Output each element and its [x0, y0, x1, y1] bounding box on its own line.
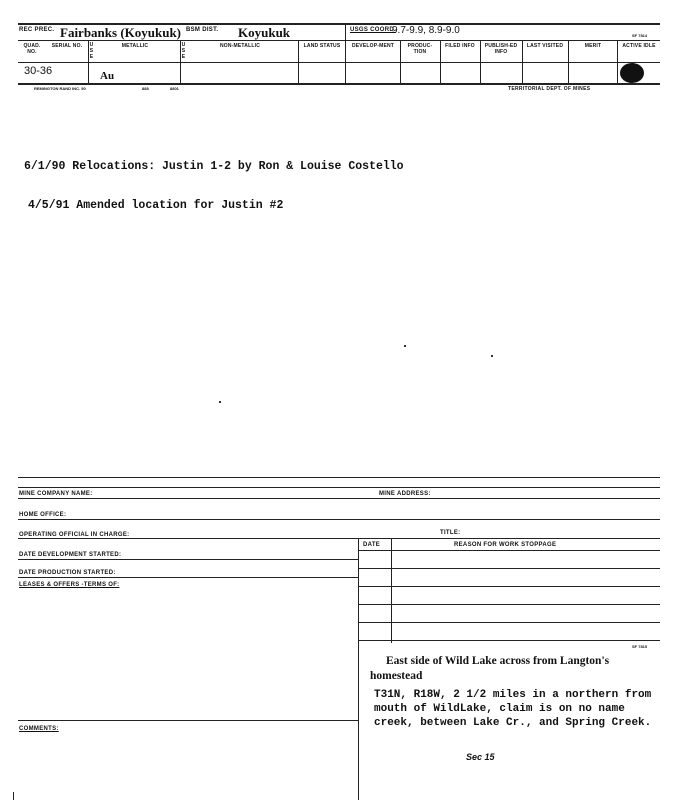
table-left-edge [358, 538, 359, 643]
header-bottom [18, 83, 660, 85]
table-row [358, 604, 660, 605]
leases-label: LEASES & OFFERS -TERMS OF: [19, 582, 120, 588]
table-row [358, 550, 660, 551]
col-divider [298, 40, 299, 83]
table-row [358, 586, 660, 587]
col-divider [617, 40, 618, 83]
col-active-idle: ACTIVE IDLE [622, 43, 656, 49]
printer-code-2: 8801 [170, 86, 179, 91]
table-row [358, 640, 660, 641]
note-amended: 4/5/91 Amended location for Justin #2 [28, 199, 284, 212]
notes-divider [358, 643, 359, 800]
reason-header: REASON FOR WORK STOPPAGE [454, 542, 557, 548]
row-line [18, 519, 660, 520]
sec-note: Sec 15 [466, 752, 495, 762]
form-number: SF 7814 [632, 33, 648, 38]
row-line [18, 538, 660, 539]
col-filed-info: FILED INFO [445, 43, 475, 49]
quad-value: 30-36 [24, 65, 53, 77]
row-line [18, 720, 358, 721]
dev-started-label: DATE DEVELOPMENT STARTED: [19, 552, 122, 558]
speck [404, 345, 406, 347]
col-last-visited: LAST VISITED [526, 43, 564, 49]
col-quad: QUAD. NO. [23, 43, 41, 55]
col-divider [400, 40, 401, 83]
dept-footer: TERRITORIAL DEPT. OF MINES [508, 86, 591, 92]
usgs-coord-value: 9.7-9.9, 8.9-9.0 [392, 25, 460, 36]
col-metallic: METALLIC [121, 43, 149, 49]
metallic-value: Au [100, 70, 115, 82]
col-development: DEVELOP-MENT [351, 43, 395, 49]
rec-prec-value: Fairbanks (Koyukuk) [60, 25, 182, 40]
speck [491, 355, 493, 357]
col-non-metallic: NON-METALLIC [219, 43, 261, 49]
mine-company-label: MINE COMPANY NAME: [19, 491, 93, 497]
edge-mark [13, 792, 14, 800]
col-land-status: LAND STATUS [303, 43, 341, 49]
ink-dot [620, 63, 644, 83]
col-divider [522, 40, 523, 83]
row-line [18, 487, 660, 488]
row-line [18, 577, 358, 578]
operating-official-label: OPERATING OFFICIAL IN CHARGE: [19, 532, 130, 538]
col-use-1: U S E [89, 42, 94, 60]
home-office-label: HOME OFFICE: [19, 512, 67, 518]
form-number-bottom: SF 7815 [632, 644, 648, 649]
location-detail: T31N, R18W, 2 1/2 miles in a northern from mouth of WildLake, claim is on no name creek, between Lake Cr., and Spring Creek. [374, 689, 652, 729]
row-line [18, 559, 358, 560]
col-use-2: U S E [181, 42, 186, 60]
col-divider [568, 40, 569, 83]
col-serial: SERIAL NO. [51, 43, 83, 49]
bsm-dist-label: BSM DIST. [186, 27, 219, 33]
col-published-info: PUBLISH-ED INFO [484, 43, 518, 55]
usgs-coord-label: USGS COORD. [350, 27, 396, 33]
location-heading: East side of Wild Lake across from Langton's homestead [370, 655, 610, 682]
prod-started-label: DATE PRODUCTION STARTED: [19, 570, 116, 576]
row-line [18, 498, 660, 499]
mine-address-label: MINE ADDRESS: [379, 491, 431, 497]
title-label: TITLE: [440, 530, 461, 536]
header-divider-2 [18, 62, 660, 63]
date-header: DATE [363, 542, 381, 548]
speck [219, 401, 221, 403]
col-divider [480, 40, 481, 83]
table-row [358, 622, 660, 623]
note-relocations: 6/1/90 Relocations: Justin 1-2 by Ron & Louise Costello [24, 160, 404, 173]
table-row [358, 568, 660, 569]
printer-code-1: 888 [142, 86, 149, 91]
col-divider [440, 40, 441, 83]
col-divider [345, 40, 346, 83]
card-top-edge [18, 477, 660, 478]
date-col-divider [391, 538, 392, 643]
printer-footer: REMINGTON RAND INC. 50 [34, 86, 86, 91]
coord-divider [345, 23, 346, 40]
col-merit: MERIT [584, 43, 602, 49]
comments-label: COMMENTS: [19, 726, 59, 732]
col-production: PRODUC-TION [407, 43, 433, 55]
rec-prec-label: REC PREC. [19, 27, 55, 33]
bsm-dist-value: Koyukuk [238, 25, 291, 40]
